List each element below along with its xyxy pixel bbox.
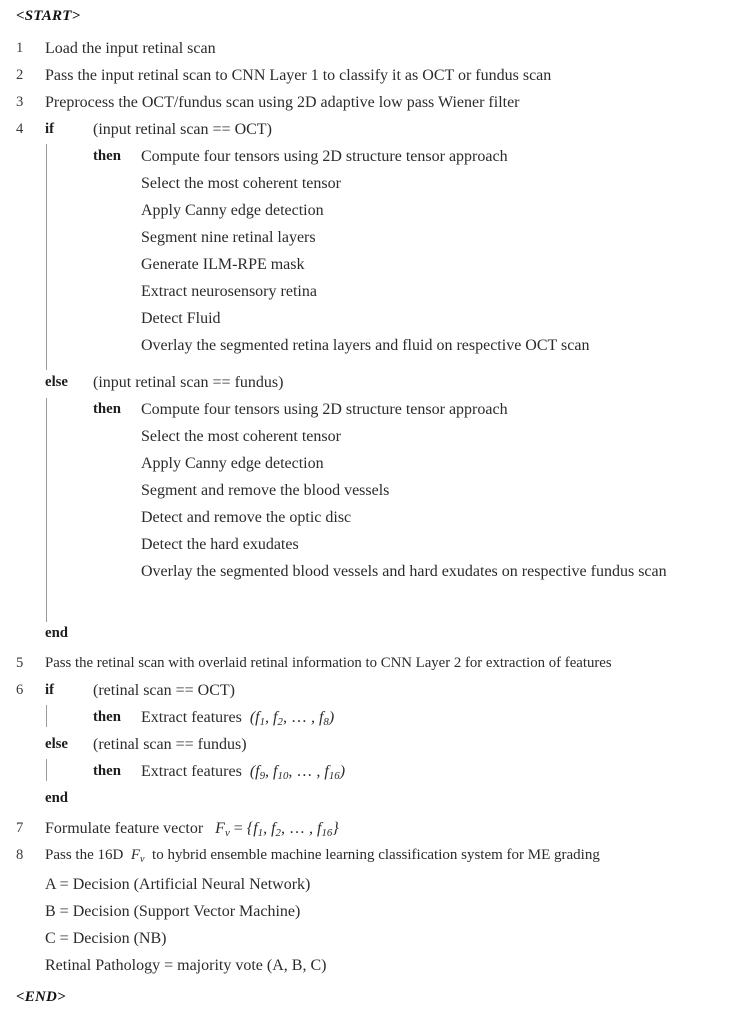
step-8-label-prefix: Pass the 16D bbox=[45, 847, 124, 863]
keyword-else-4: else bbox=[45, 374, 69, 390]
step-text-5: Pass the retinal scan with overlaid retinal information to CNN Layer 2 for extraction of features bbox=[45, 655, 612, 671]
keyword-end-6: end bbox=[45, 790, 69, 806]
start-tag: <START> bbox=[16, 8, 81, 24]
step-6-fundus-action bbox=[141, 763, 745, 782]
keyword-if-4: if bbox=[45, 121, 55, 137]
decision-line-c: C = Decision (NB) bbox=[45, 930, 167, 947]
feature-vector-expression: $F_v = \{f_1$, $f_2$, … , $f_{16}$} bbox=[207, 820, 339, 840]
decision-line-majority-vote: Retinal Pathology = majority vote (A, B, C) bbox=[45, 957, 327, 974]
step-text-2: Pass the input retinal scan to CNN Layer 1 to classify it as OCT or fundus scan bbox=[45, 67, 552, 84]
step-number-8: 8 bbox=[16, 847, 24, 863]
oct-step-5: Generate ILM-RPE mask bbox=[141, 256, 305, 273]
feature-vector-symbol: $F_v$ bbox=[127, 847, 145, 865]
step-number-4: 4 bbox=[16, 121, 24, 137]
extract-features-label-oct: Extract features bbox=[141, 709, 242, 726]
step-6-condition: (retinal scan == OCT) bbox=[93, 682, 235, 699]
keyword-if-6: if bbox=[45, 682, 55, 698]
keyword-then-fundus: then bbox=[93, 401, 121, 417]
step-7-label: Formulate feature vector bbox=[45, 820, 204, 837]
step-6-oct-action bbox=[141, 709, 745, 728]
decision-line-a: A = Decision (Artificial Neural Network) bbox=[45, 876, 311, 893]
extract-features-label-fundus: Extract features bbox=[141, 763, 242, 780]
step-number-7: 7 bbox=[16, 820, 24, 836]
fundus-step-4: Segment and remove the blood vessels bbox=[141, 482, 390, 499]
step-number-6: 6 bbox=[16, 682, 24, 698]
keyword-else-6: else bbox=[45, 736, 69, 752]
step-number-2: 2 bbox=[16, 67, 24, 83]
decision-line-b: B = Decision (Support Vector Machine) bbox=[45, 903, 301, 920]
oct-step-6: Extract neurosensory retina bbox=[141, 283, 317, 300]
fundus-step-7: Overlay the segmented blood vessels and hard exudates on respective fundus scan bbox=[141, 563, 667, 580]
keyword-end-4: end bbox=[45, 625, 69, 641]
oct-feature-set: ($f_1$, $f_2$, … , $f_8$) bbox=[245, 709, 335, 729]
step-text-3: Preprocess the OCT/fundus scan using 2D adaptive low pass Wiener filter bbox=[45, 94, 520, 111]
keyword-then-oct: then bbox=[93, 148, 121, 164]
fundus-step-5: Detect and remove the optic disc bbox=[141, 509, 352, 526]
oct-step-1: Compute four tensors using 2D structure tensor approach bbox=[141, 148, 508, 165]
step-number-1: 1 bbox=[16, 40, 24, 56]
step-4-condition: (input retinal scan == OCT) bbox=[93, 121, 272, 138]
oct-step-3: Apply Canny edge detection bbox=[141, 202, 324, 219]
fundus-step-1: Compute four tensors using 2D structure tensor approach bbox=[141, 401, 508, 418]
end-tag: <END> bbox=[16, 989, 66, 1005]
step-text-7 bbox=[45, 820, 747, 839]
step-text-1: Load the input retinal scan bbox=[45, 40, 216, 57]
step-number-5: 5 bbox=[16, 655, 24, 671]
step-text-8 bbox=[45, 847, 747, 865]
fundus-step-3: Apply Canny edge detection bbox=[141, 455, 324, 472]
step-number-3: 3 bbox=[16, 94, 24, 110]
oct-step-2: Select the most coherent tensor bbox=[141, 175, 341, 192]
step-4-else-condition: (input retinal scan == fundus) bbox=[93, 374, 284, 391]
keyword-then-6-oct: then bbox=[93, 709, 121, 725]
fundus-feature-set: ($f_9$, $f_{10}$, … , $f_{16}$) bbox=[245, 763, 346, 783]
keyword-then-6-fundus: then bbox=[93, 763, 121, 779]
oct-step-8: Overlay the segmented retina layers and fluid on respective OCT scan bbox=[141, 337, 590, 354]
oct-step-4: Segment nine retinal layers bbox=[141, 229, 316, 246]
oct-step-7: Detect Fluid bbox=[141, 310, 221, 327]
step-8-label-suffix: to hybrid ensemble machine learning classification system for ME grading bbox=[152, 847, 600, 863]
step-6-else-condition: (retinal scan == fundus) bbox=[93, 736, 247, 753]
fundus-step-2: Select the most coherent tensor bbox=[141, 428, 341, 445]
fundus-step-6: Detect the hard exudates bbox=[141, 536, 299, 553]
